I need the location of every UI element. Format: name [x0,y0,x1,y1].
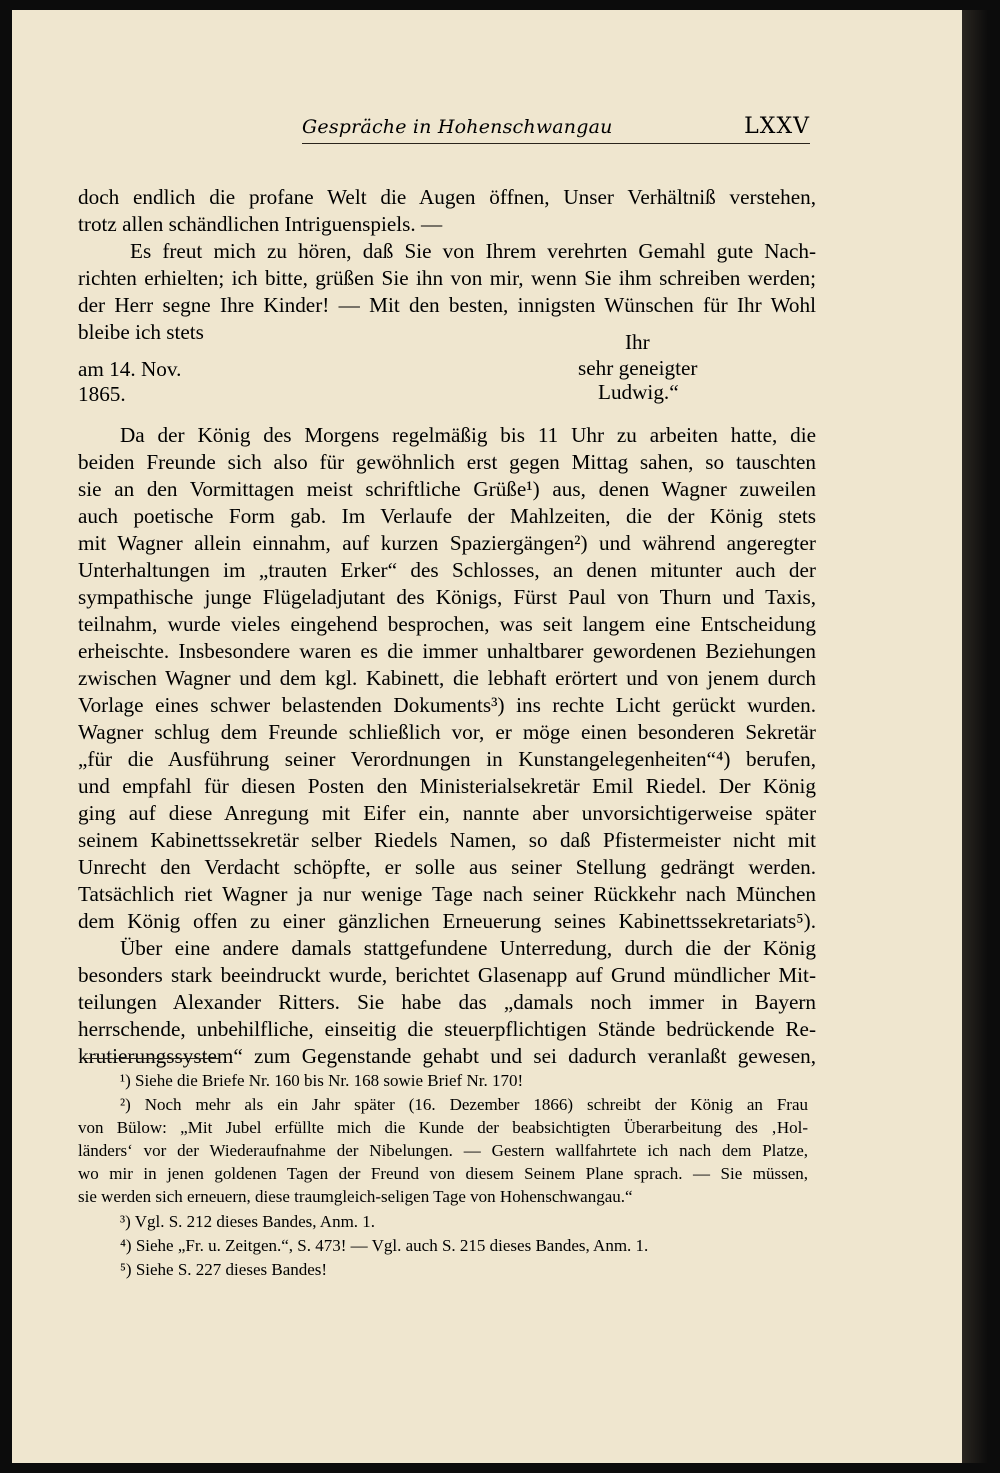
body-line: dem König offen zu einer gänzlichen Erneuerung seines Kabinettssekretariats⁵). [78,909,816,933]
letter-line: doch endlich die profane Welt die Augen öffnen, Unser Verhältniß verstehen, [78,185,816,209]
body-line: Unrecht den Verdacht schöpfte, er solle aus seiner Stellung gedrängt werden. [78,855,816,879]
body-line: Über eine andere damals stattgefundene Unterredung, durch die der König [120,936,816,960]
body-line: zwischen Wagner und dem kgl. Kabinett, die lebhaft erörtert und von jenem durch [78,666,816,690]
body-line: herrschende, unbehilfliche, einseitig die steuerpflichtigen Stände bedrückende Re- [78,1017,816,1041]
letter-line: trotz allen schändlichen Intriguenspiels. — [78,212,443,236]
footnote: länders‘ vor der Wiederaufnahme der Nibelungen. — Gestern wallfahrtete ich nach dem Platze, [78,1141,808,1160]
body-line: Tatsächlich riet Wagner ja nur wenige Tage nach seiner Rückkehr nach München [78,882,816,906]
footnote: sie werden sich erneuern, diese traumgleich-seligen Tage von Hohenschwangau.“ [78,1187,633,1206]
body-line: erheischte. Insbesondere waren es die immer unhaltbarer gewordenen Beziehungen [78,639,816,663]
body-line: Wagner schlug dem Freunde schließlich vor, er möge einen besonderen Sekretär [78,720,816,744]
body-line: sympathische junge Flügeladjutant des Königs, Fürst Paul von Thurn und Taxis, [78,585,816,609]
footnote: ³) Vgl. S. 212 dieses Bandes, Anm. 1. [120,1212,376,1231]
signature: Ludwig.“ [598,380,679,404]
running-header [302,114,810,144]
body-line: mit Wagner allein einnahm, auf kurzen Spaziergängen²) und während angeregter [78,531,816,555]
closing-remain: bleibe ich stets [78,320,204,344]
footnote-rule [80,1058,220,1059]
header-rule [302,143,810,144]
closing-date: am 14. Nov. [78,357,182,381]
letter-line: Es freut mich zu hören, daß Sie von Ihrem verehrten Gemahl gute Nach- [130,239,816,263]
letter-line: richten erhielten; ich bitte, grüßen Sie ihn von mir, wenn Sie ihm schreiben werden; [78,266,816,290]
footnote: ¹) Siehe die Briefe Nr. 160 bis Nr. 168 sowie Brief Nr. 170! [120,1071,524,1090]
body-line: besonders stark beeindruckt wurde, berichtet Glasenapp auf Grund mündlicher Mit- [78,963,816,987]
letter-line: der Herr segne Ihre Kinder! — Mit den besten, innigsten Wünschen für Ihr Wohl [78,293,816,317]
body-line: teilungen Alexander Ritters. Sie habe das „damals noch immer in Bayern [78,990,816,1014]
running-title: Gespräche in Hohenschwangau [302,116,613,138]
footnote: von Bülow: „Mit Jubel erfüllte mich die Kunde der beabsichtigten Überarbeitung des ‚Hol- [78,1118,808,1137]
body-line: ging auf diese Anregung mit Eifer ein, nannte aber unvorsichtigerweise später [78,801,816,825]
body-line: auch poetische Form gab. Im Verlaufe der Mahlzeiten, die der König stets [78,504,816,528]
footnote: ²) Noch mehr als ein Jahr später (16. Dezember 1866) schreibt der König an Frau [120,1095,808,1114]
body-line: und empfahl für diesen Posten den Ministerialsekretär Emil Riedel. Der König [78,774,816,798]
footnote: ⁵) Siehe S. 227 dieses Bandes! [120,1260,328,1279]
closing-year: 1865. [78,382,126,406]
body-line: seinem Kabinettssekretär selber Riedels Namen, so daß Pfistermeister nicht mit [78,828,816,852]
body-line: „für die Ausführung seiner Verordnungen in Kunstangelegenheiten“⁴) berufen, [78,747,816,771]
page-edge-shadow [962,10,988,1463]
footnote: ⁴) Siehe „Fr. u. Zeitgen.“, S. 473! — Vgl. auch S. 215 dieses Bandes, Anm. 1. [120,1236,649,1255]
closing-ihr: Ihr [625,330,650,354]
body-line: Unterhaltungen im „trauten Erker“ des Schlosses, an denen mitunter auch der [78,558,816,582]
body-line: beiden Freunde sich also für gewöhnlich erst gegen Mittag sahen, so tauschten [78,450,816,474]
body-line: krutierungssystem“ zum Gegenstande gehabt und sei dadurch veranlaßt gewesen, [78,1044,816,1068]
body-line: sie an den Vormittagen meist schriftliche Grüße¹) aus, denen Wagner zuweilen [78,477,816,501]
body-line: Vorlage eines schwer belastenden Dokuments³) ins rechte Licht gerückt wurden. [78,693,816,717]
page-number: LXXV [744,114,810,139]
closing-geneigter: sehr geneigter [578,356,698,380]
footnote: wo mir in jenen goldenen Tagen der Freund von diesem Seinem Plane sprach. — Sie müssen, [78,1164,808,1183]
body-line: teilnahm, wurde vieles eingehend besprochen, was seit langem eine Entscheidung [78,612,816,636]
body-line: Da der König des Morgens regelmäßig bis 11 Uhr zu arbeiten hatte, die [120,423,816,447]
